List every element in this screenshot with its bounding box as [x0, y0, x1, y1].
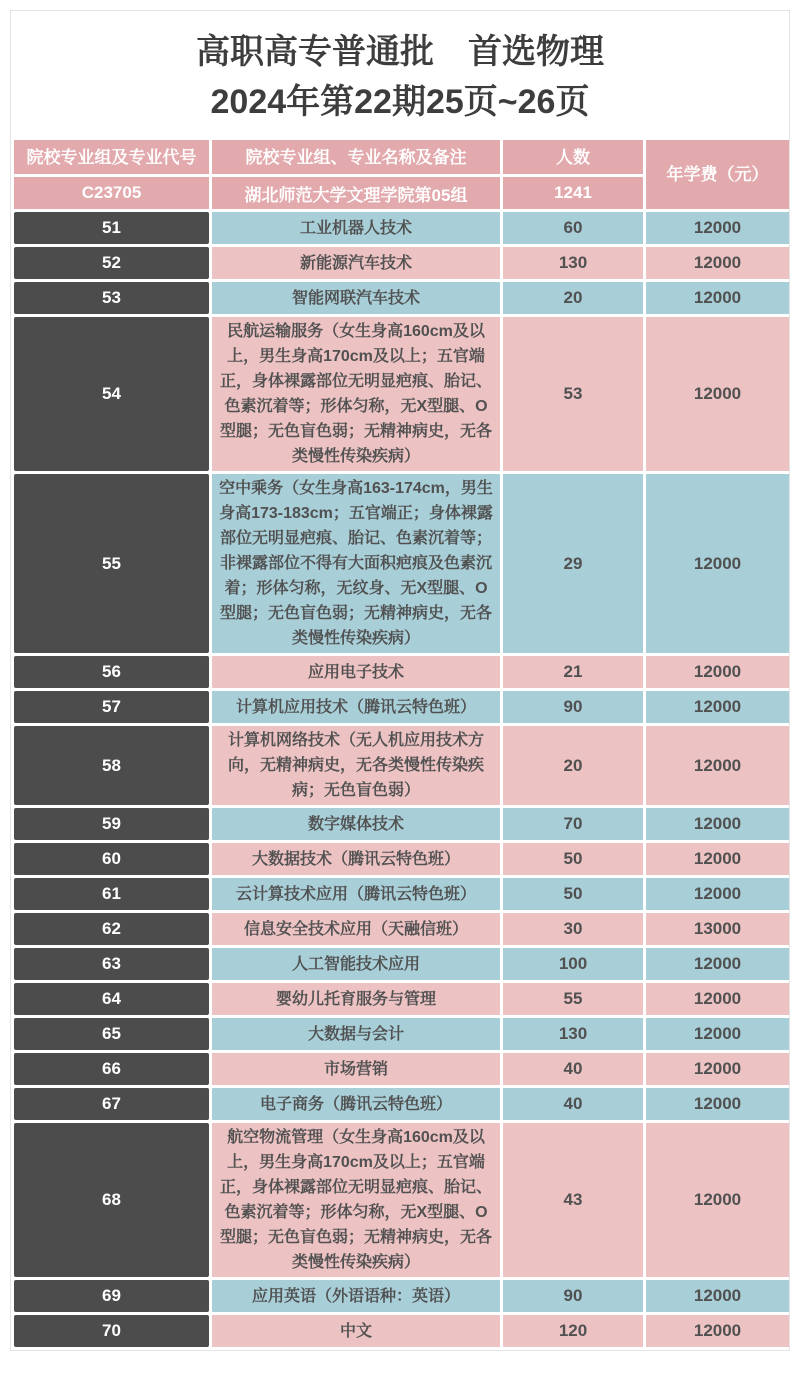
row-count: 43: [503, 1123, 643, 1277]
row-count: 40: [503, 1088, 643, 1120]
row-code: 61: [14, 878, 209, 910]
row-code: 67: [14, 1088, 209, 1120]
table-row: [14, 983, 789, 1015]
table-row: [14, 282, 789, 314]
row-fee: 12000: [646, 1088, 789, 1120]
row-major: 计算机网络技术（无人机应用技术方向，无精神病史，无各类慢性传染疾病；无色盲色弱）: [212, 726, 500, 805]
row-fee: 12000: [646, 948, 789, 980]
row-fee: 12000: [646, 843, 789, 875]
row-fee: 12000: [646, 474, 789, 653]
row-fee: 12000: [646, 1018, 789, 1050]
row-code: 52: [14, 247, 209, 279]
row-count: 20: [503, 282, 643, 314]
row-count: 50: [503, 878, 643, 910]
row-count: 130: [503, 1018, 643, 1050]
table-row: [14, 1053, 789, 1085]
header-col-major: 院校专业组、专业名称及备注: [212, 140, 500, 174]
group-code: C23705: [14, 177, 209, 209]
row-count: 120: [503, 1315, 643, 1347]
row-count: 90: [503, 1280, 643, 1312]
row-major: 航空物流管理（女生身高160cm及以上，男生身高170cm及以上；五官端正，身体裸露部位无明显疤痕、胎记、色素沉着等；形体匀称，无X型腿、O型腿；无色盲色弱；无精神病史，无各类慢性传染疾病）: [212, 1123, 500, 1277]
row-fee: 12000: [646, 317, 789, 471]
row-major: 应用电子技术: [212, 656, 500, 688]
row-code: 58: [14, 726, 209, 805]
row-major: 电子商务（腾讯云特色班）: [212, 1088, 500, 1120]
row-count: 90: [503, 691, 643, 723]
table-row: [14, 1123, 789, 1277]
row-fee: 12000: [646, 656, 789, 688]
row-code: 57: [14, 691, 209, 723]
row-count: 100: [503, 948, 643, 980]
row-code: 65: [14, 1018, 209, 1050]
table-row: [14, 656, 789, 688]
table-row: [14, 726, 789, 805]
row-major: 大数据技术（腾讯云特色班）: [212, 843, 500, 875]
table-row: [14, 1088, 789, 1120]
row-count: 20: [503, 726, 643, 805]
row-major: 应用英语（外语语种：英语）: [212, 1280, 500, 1312]
row-fee: 12000: [646, 808, 789, 840]
table-row: [14, 1018, 789, 1050]
row-code: 51: [14, 212, 209, 244]
admission-table: [11, 137, 792, 1350]
group-name: 湖北师范大学文理学院第05组: [212, 177, 500, 209]
group-count: 1241: [503, 177, 643, 209]
row-fee: 12000: [646, 691, 789, 723]
row-fee: 12000: [646, 1315, 789, 1347]
row-count: 70: [503, 808, 643, 840]
header-col-fee: 年学费（元）: [646, 140, 789, 209]
row-major: 空中乘务（女生身高163-174cm，男生身高173-183cm；五官端正；身体裸露部位无明显疤痕、胎记、色素沉着等；非裸露部位不得有大面积疤痕及色素沉着；形体匀称，无纹身、无X型腿、O型腿；无色盲色弱；无精神病史，无各类慢性传染疾病）: [212, 474, 500, 653]
row-fee: 12000: [646, 726, 789, 805]
header-col-count: 人数: [503, 140, 643, 174]
table-row: [14, 247, 789, 279]
row-code: 68: [14, 1123, 209, 1277]
table-row: [14, 1315, 789, 1347]
row-count: 53: [503, 317, 643, 471]
table-row: [14, 1280, 789, 1312]
row-major: 市场营销: [212, 1053, 500, 1085]
row-count: 29: [503, 474, 643, 653]
row-major: 新能源汽车技术: [212, 247, 500, 279]
row-code: 66: [14, 1053, 209, 1085]
table-row: [14, 843, 789, 875]
row-major: 智能网联汽车技术: [212, 282, 500, 314]
table-body: [14, 212, 789, 1347]
row-count: 55: [503, 983, 643, 1015]
row-count: 40: [503, 1053, 643, 1085]
row-major: 民航运输服务（女生身高160cm及以上，男生身高170cm及以上；五官端正，身体裸露部位无明显疤痕、胎记、色素沉着等；形体匀称，无X型腿、O型腿；无色盲色弱；无精神病史，无各类慢性传染疾病）: [212, 317, 500, 471]
row-code: 60: [14, 843, 209, 875]
row-fee: 12000: [646, 1123, 789, 1277]
row-major: 中文: [212, 1315, 500, 1347]
row-fee: 12000: [646, 212, 789, 244]
row-code: 59: [14, 808, 209, 840]
row-count: 130: [503, 247, 643, 279]
table-row: [14, 878, 789, 910]
row-count: 30: [503, 913, 643, 945]
table-row: [14, 913, 789, 945]
row-fee: 12000: [646, 247, 789, 279]
title-line-1: 高职高专普通批 首选物理: [196, 33, 604, 71]
table-row: [14, 808, 789, 840]
row-fee: 12000: [646, 1280, 789, 1312]
row-fee: 13000: [646, 913, 789, 945]
row-code: 56: [14, 656, 209, 688]
row-count: 60: [503, 212, 643, 244]
row-major: 数字媒体技术: [212, 808, 500, 840]
row-code: 70: [14, 1315, 209, 1347]
row-count: 50: [503, 843, 643, 875]
row-major: 人工智能技术应用: [212, 948, 500, 980]
row-fee: 12000: [646, 983, 789, 1015]
row-major: 计算机应用技术（腾讯云特色班）: [212, 691, 500, 723]
sheet: [10, 10, 790, 1351]
row-code: 54: [14, 317, 209, 471]
table-row: [14, 474, 789, 653]
row-code: 53: [14, 282, 209, 314]
row-major: 婴幼儿托育服务与管理: [212, 983, 500, 1015]
row-code: 69: [14, 1280, 209, 1312]
row-fee: 12000: [646, 1053, 789, 1085]
table-row: [14, 948, 789, 980]
header-col-code: 院校专业组及专业代号: [14, 140, 209, 174]
table-row: [14, 691, 789, 723]
table-row: [14, 212, 789, 244]
page-title: [11, 11, 789, 137]
row-code: 62: [14, 913, 209, 945]
table-row: [14, 317, 789, 471]
row-code: 55: [14, 474, 209, 653]
row-count: 21: [503, 656, 643, 688]
row-major: 云计算技术应用（腾讯云特色班）: [212, 878, 500, 910]
row-code: 63: [14, 948, 209, 980]
row-major: 信息安全技术应用（天融信班）: [212, 913, 500, 945]
header-row: [14, 140, 789, 174]
row-code: 64: [14, 983, 209, 1015]
row-fee: 12000: [646, 282, 789, 314]
title-line-2: 2024年第22期25页~26页: [210, 83, 590, 121]
row-major: 大数据与会计: [212, 1018, 500, 1050]
row-major: 工业机器人技术: [212, 212, 500, 244]
row-fee: 12000: [646, 878, 789, 910]
